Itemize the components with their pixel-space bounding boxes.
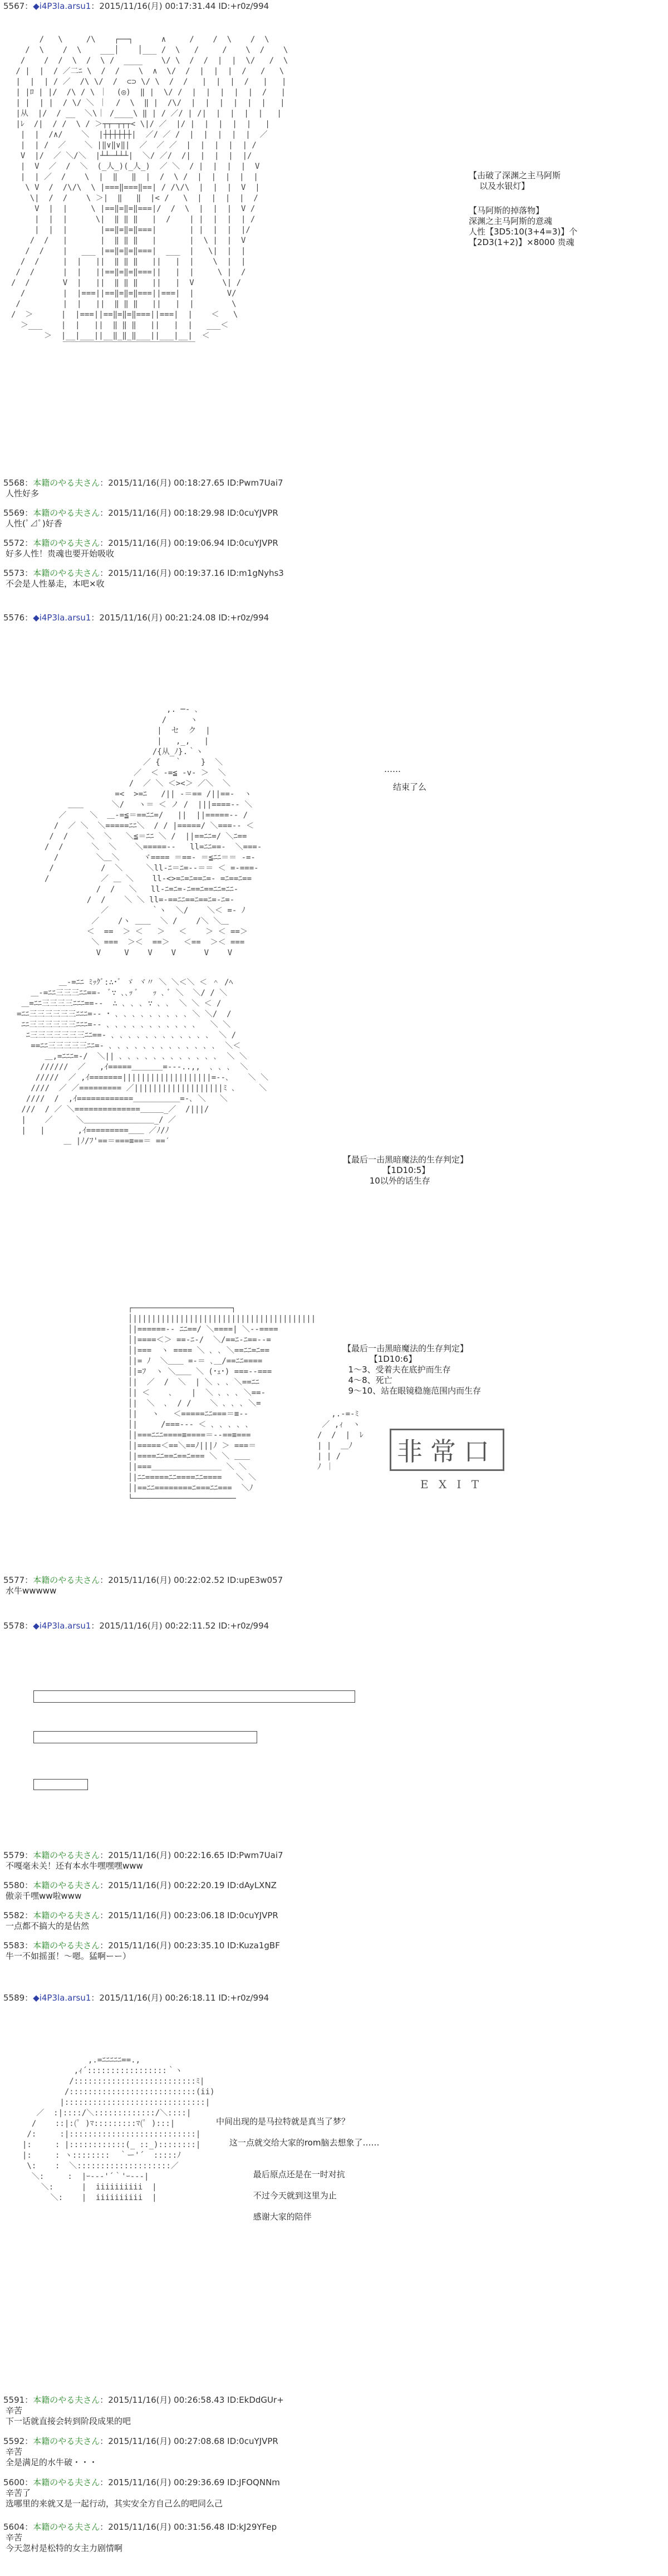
poster-id[interactable]: ID:+r0z/994: [218, 1621, 269, 1631]
ascii-art-boss-defeated: / \ /\ ┌──┐ ∧ / / \ / \ / \ / \ ___│ │___ / \ / / \ / \ / / / \ / \ / ____ \/ \ / / | | \/ / \ / | | / ／二ﾆ \ / / \ ∧ \/ / | | | / / \ | | | / ／ /\ \/ / ⊂⊃ \/ \ / / | | | / | | | |ﾛ | |/ /\ / \ ｜ (◎) ‖ | \/ / | | | | | / | | | | | / \/ ＼ ｜ / \ ‖ | /\/ | | | | | | | |从 |/ / __ ＼\｜ /____\ ‖ | / ／/ | /| | | | | | |ﾚ /| / / \ / ＞┬┬─┬┬┬< \|/ ／ |/ | | | | | | | | /∧/ ＼ |┼┼┼┼┼┼| ／/ ／ / | | | | | ／ | | / ／ ＼ |‖∨‖∨‖| ／ ／ ／ | | | | | / V |/ ／ ＼/＼ |┴┴─┴┴┴| ＼/ ／/ /| | | | |/ | V ／ / ＼ (_人_)(_人_) ／ ＼ / | | | | V | | ／ / \ | ‖ ‖ | / \ / | | | | | \ V / /\/\ \ |===‖===‖==| / /\/\ | | | V | \| / / \ ＞| ‖ ‖ |< / \ | | | | / V | | \ |==‖=‖=‖===|/ / \ | | | V / | | | \| ‖ ‖ ‖ | / | | | | | / | | | |==‖=‖=‖===| | | | | |/ / / | | ‖ ‖ ‖ | | \ | | V / / | ___ |==‖=‖=‖===| ___ | \| | | / / | | || ‖ ‖ ‖ || | | \ | | / / | | ||==‖=‖=‖===|| | | \ | / / / V | || ‖ ‖ ‖ || | V \| / / | |===||==‖=‖=‖===||===| | V/ / | | || ‖ ‖ ‖ || | | \ / ＞ | |===||==‖=‖=‖===||===| | ＜ \ ＞___ | | || ‖ ‖ ‖ || | | ___＜ ＞ |__|___||__‖_‖_‖___||___|__| ＜ ￣￣￣￣￣￣￣￣￣￣￣￣￣￣￣￣￣: [11, 35, 288, 351]
post-date: 2015/11/16(月) 00:17:31.44: [99, 1, 216, 11]
post-header: 5580：本籍のやる夫さん：2015/11/16(月) 00:22:20.19 ID:dAyLXNZ: [3, 1880, 277, 1890]
poster-id[interactable]: ID:kJ29YFep: [227, 2522, 277, 2532]
post-date: 2015/11/16(月) 00:18:29.98: [108, 508, 225, 518]
post-5582: [3, 1910, 660, 1932]
post-number[interactable]: 5580：: [3, 1880, 33, 1890]
post-number[interactable]: 5582：: [3, 1910, 33, 1920]
ascii-art-surviving-figure: ┌─────────────────────┐ │||||||||||||||||||||||||||||||||||||||| │|======-- ﾆﾆ==/ ＼====| ＼--==== │|====＜＞ ==-ﾆ-/ ＼/==ﾆ-ﾆ==--= │|=== ヽ ==== ＼ ､ ､ ＼==ﾆﾆ=ﾆ== │|= ﾉ ＼＿＿ =-＝ ､＿/==ﾆﾆ==== │|=ﾌ ヽ ＼＿＿ ＼ (･ｪ･) ===--=== │| ／ / ＼ | ＼ ､ ､ ＼==ﾆﾆ │| ＜ ､ | ＼ ､ ､ ､ ＼==- │| ＼ ､ / / ＼ ､ ､ ､ ＼= │| ヽ ＜=====ﾆﾆ===＝≡-- │| /===--- ＜ ､ ､ ､ ､ ､ │|===ﾆﾆﾆ====≡====＝--==≡=== │|=====＜==＼==ﾉ|||ﾉ ＞ ===＝ │|====ﾆﾆ==ﾆ==ﾆ=== ＼ ＼ ＿＿ │|===＿＿＿＿＿＿＿＿＿ ＼ ＼ │|ﾆﾆ=====ﾆﾆ====ﾆﾆ==== ＼ ＼ │|==ﾆﾆ========ﾆ===ﾆﾆ=== ＼ﾉ └──────────────────────: [128, 1304, 316, 1503]
post-number[interactable]: 5569：: [3, 508, 33, 518]
post-date: 2015/11/16(月) 00:22:16.65: [108, 1850, 225, 1860]
post-body: 不嘎毫未关！还有本水牛嘿嘿嘿www: [6, 1861, 143, 1871]
poster-id[interactable]: ID:0cuYJVPR: [227, 2436, 278, 2446]
post-header: 5569：本籍のやる夫さん：2015/11/16(月) 00:18:29.98 ID:0cuYJVPR: [3, 508, 278, 518]
post-number[interactable]: 5567：: [3, 1, 33, 11]
post-header: 5604：本籍のやる夫さん：2015/11/16(月) 00:31:56.48 ID:kJ29YFep: [3, 2522, 277, 2532]
poster-name[interactable]: 本籍のやる夫さん: [33, 1940, 100, 1951]
post-header: 5591：本籍のやる夫さん：2015/11/16(月) 00:26:58.43 ID:EkDdGUr+: [3, 2395, 284, 2405]
post-number[interactable]: 5576：: [3, 613, 33, 623]
post-5589: [3, 1993, 660, 2003]
post-5578: [3, 1621, 660, 1631]
post-date: 2015/11/16(月) 00:23:35.10: [108, 1940, 225, 1951]
poster-name[interactable]: 本籍のやる夫さん: [33, 2395, 100, 2405]
empty-box-2: [33, 1731, 257, 1743]
exit-kanji: 非常口: [390, 1429, 504, 1471]
poster-id[interactable]: ID:Pwm7Uai7: [227, 1850, 283, 1860]
poster-name[interactable]: ◆i4P3la.arsu1: [33, 1621, 91, 1631]
post-body: 傲亲千嘿ww啦www: [6, 1891, 82, 1901]
poster-id[interactable]: ID:+r0z/994: [218, 1993, 269, 2003]
note-judge-2: 【最后一击黑暗魔法的生存判定】 【1D10:6】 1～3、受着夫在底护而生存 4～8、死亡 9～10、站在眼镜稳施范围内而生存: [343, 1343, 482, 1396]
post-body: 牛一不如摇蛋！～嗯。猛啊ーー）: [6, 1951, 131, 1961]
post-5579: [3, 1850, 660, 1871]
post-5572: [3, 538, 660, 559]
poster-name[interactable]: ◆i4P3la.arsu1: [33, 613, 91, 623]
post-5583: [3, 1940, 660, 1962]
poster-id[interactable]: ID:Kuza1gBF: [227, 1940, 280, 1951]
poster-name[interactable]: 本籍のやる夫さん: [33, 1910, 100, 1920]
exit-label: E X I T: [420, 1478, 483, 1491]
note-ellipsis: ……: [384, 764, 401, 774]
post-number[interactable]: 5592：: [3, 2436, 33, 2446]
post-date: 2015/11/16(月) 00:22:02.52: [108, 1575, 225, 1585]
post-body: 辛苦 下一话就直接会转到阶段成果的吧: [6, 2406, 131, 2426]
post-5600: [3, 2477, 660, 2509]
poster-name[interactable]: ◆i4P3la.arsu1: [33, 1993, 91, 2003]
poster-id[interactable]: ID:m1gNyhs3: [227, 568, 284, 578]
post-header: 5600：本籍のやる夫さん：2015/11/16(月) 00:29:36.69 ID:JFOQNNm: [3, 2477, 280, 2487]
post-number[interactable]: 5600：: [3, 2477, 33, 2487]
ascii-art-arm: ,.-=‐ﾐ ／ ,ｨ ヽ / / | ﾚ | | ＿ﾉ | | / ﾉ ｜: [317, 1410, 364, 1472]
post-body: 辛苦 今天忽村是松特的女主力剧情啊: [6, 2533, 123, 2553]
post-header: 5592：本籍のやる夫さん：2015/11/16(月) 00:27:08.68 ID:0cuYJVPR: [3, 2436, 278, 2446]
post-body: 辛苦了 选哪里的来就又是一起行动，其实安全方自己么的吧同么己: [6, 2488, 223, 2509]
note-defeated: 【击破了深渊之主马阿斯 以及水银灯】: [469, 170, 561, 191]
post-number[interactable]: 5568：: [3, 478, 33, 488]
poster-name[interactable]: ◆i4P3la.arsu1: [33, 1, 91, 11]
ascii-art-knight: ,. ─- ､ / ヽ | セ ク | | ,_, | /{从_ﾉ}.｀ヽ ／ { ｀ } ＼ ／ ＜ -=≦ -v- ＞ ＼ / ／ ＼ ＜><＞ ／＼ ＼ =< >=ﾆ /|| -＝== /||==- ヽ ＿＿ ＼/ ヽ＝ ＜ ノ / |||====-- ＼ ／ ＼ ＿-=≦＝==ﾆﾆ=/ || ||=====-- / / ／ ＼ ＼=====ﾆﾆ＼ / / |=====/ ＼===-- ＜ / / ＼ ＼ ＼≦＝ﾆﾆ ＼ / ||==ﾆﾆ=/ ＼ﾆ== / / ＼ ＼ ＼=====-- ll=ﾆﾆ==- ＼===- / ＼＿＼ ヾ==== ＝==- ＝≦ﾆﾆ＝＝ -=- / / ＼ ＼ll-ﾆ＝ﾆ=--＝＝ ＜ =-===- / ／ ＿ ＼ ll-<>=ﾆ=ﾆ==ﾆ=- =ﾆ==ﾆ== / / ＼ ll-ﾆ=ﾆ=-ﾆ==ﾆ==ﾆﾆ=ﾆﾆ- / / ＼ ＼ ll=-==ﾆﾆ==ﾆ==ﾆ=-ﾆ=- ／ ｀ヽ ＼/ ＼＜ =- ﾉ ／ /ヽ ＿＿ ＼ / /＼ ＼＿ ＜ == ＞ ＜ ＞ ＜ ＞ ＜ ==＞ ＼ === ＞＜ ==＞ ＜== ＞＜ === V V V V V V: [45, 705, 262, 957]
note-is-it-over: 结束了么: [393, 782, 427, 792]
post-5604: [3, 2522, 660, 2554]
closing-lines: 中间出现的是马拉特就是真当了梦？ 这一点就交给大家的rom脑去想象了…… 最后原点还是在一时对抗 不过今天就到这里为止 感谢大家的陪伴: [216, 2116, 380, 2222]
post-date: 2015/11/16(月) 00:26:18.11: [99, 1993, 216, 2003]
post-5569: [3, 508, 660, 529]
poster-id[interactable]: ID:dAyLXNZ: [227, 1880, 277, 1890]
post-body: 一点都不搞大的是估然: [6, 1921, 90, 1931]
post-date: 2015/11/16(月) 00:27:08.68: [108, 2436, 225, 2446]
poster-name[interactable]: 本籍のやる夫さん: [33, 2522, 100, 2532]
post-5580: [3, 1880, 660, 1902]
post-date: 2015/11/16(月) 00:18:27.65: [108, 478, 225, 488]
post-header: 5567：◆i4P3la.arsu1：2015/11/16(月) 00:17:31.44 ID:+r0z/994: [3, 1, 269, 11]
note-judge-1: 【最后一击黑暗魔法的生存判定】 【1D10:5】 10以外的话生存: [343, 1155, 469, 1186]
poster-name[interactable]: 本籍のやる夫さん: [33, 1880, 100, 1890]
post-header: 5583：本籍のやる夫さん：2015/11/16(月) 00:23:35.10 ID:Kuza1gBF: [3, 1940, 280, 1951]
poster-name[interactable]: 本籍のやる夫さん: [33, 2477, 100, 2487]
poster-name[interactable]: 本籍のやる夫さん: [33, 538, 100, 548]
post-date: 2015/11/16(月) 00:22:11.52: [99, 1621, 216, 1631]
post-body: 不会是人性暴走，本吧×收: [6, 579, 105, 589]
ascii-art-dark-magic: ＿-=ﾆﾆ ﾐｯｸﾞ:∴･ﾞ ゞ ヾ〃 ＼ ＼＜＼ ＜ ＾ /ﾍ ＿-=ﾆﾆ三三三ﾆﾆ==- ﾞ∵ ､､ｯ ﾞ ｯ ､ ﾞ ＼ ＼/ / ＼ ＿=ﾆﾆ三三三三ﾆﾆﾆ==-- ∴ ､ ､ ､ ∵ ､ ､ ＼ ＼ ＜ / =ﾆﾆ三三三三三三ﾆﾆﾆ=-- ･ ､ ､ ､ ､ ､ ､ ､ ､ ､ ＼ ＼/ / ﾆﾆ三三三三三三ﾆﾆﾆ=-- ､ ､ ､ ､ ､ ､ ､ ､ ､ ､ ､ ＼ ＼ ﾆ三三三三三三三ﾆﾆ==- ､ ､ ､ ､ ､ ､ ､ ､ ､ ､ ､ ､ ＼ / ==ﾆﾆ三三三三三ﾆﾆ=- ､ ､ ､ ､ ､ ､ ､ ､ ､ ､ ､ ､ ､ ＼＜ ＿,=ﾆﾆﾆ=-/ ＼|| ､ ､ ､ ､ ､ ､ ､ ､ ､ ､ ､ ､ ＼ ＼ ////// ／ ,ｲ=====＿＿＿＿=---..,, ､ ､ ､ ＼ ///// ／ ,ｲ=======|||||||||||||||||||=--､ ＼ ＼ //// ／ ／========= ／|||||||||||||||||||ﾐ ､ ＼ //// / ,ｲ============＿＿＿＿＿＿=-､ ＼ ＼ /// / ／ ＼==============＿＿＿_／ /|||/ | ／ ＼＿＿＿＿＿＿＿＿＿_/ ／ | | ,ｲ=========＿＿ ／ﾉ/ﾉ ＿ |ﾉ/ﾌ'==＝===≡==＝ ==′: [17, 978, 269, 1146]
post-5568: [3, 478, 660, 499]
poster-name[interactable]: 本籍のやる夫さん: [33, 1850, 100, 1860]
poster-id[interactable]: ID:0cuYJVPR: [227, 508, 278, 518]
post-date: 2015/11/16(月) 00:19:37.16: [108, 568, 225, 578]
post-header: 5579：本籍のやる夫さん：2015/11/16(月) 00:22:16.65 ID:Pwm7Uai7: [3, 1850, 283, 1860]
post-header: 5576：◆i4P3la.arsu1：2015/11/16(月) 00:21:24.08 ID:+r0z/994: [3, 613, 269, 623]
post-5573: [3, 568, 660, 589]
note-drops: 【马阿斯的掉落物】 深渊之主马阿斯的意魂 人性【3D5:10(3+4=3)】个 【2D3(1+2)】×8000 贵魂: [469, 206, 578, 247]
ascii-art-yaruo-closing: ,.=ﾆﾆﾆﾆﾆ==., ,ｨ´:::::::::::::::::｀ヽ /::::::::::::::::::::::::::ﾐ| /:::::::::::::::::::::::::::(ii) |::::::::::::::::::::::::::::::| ／ :|::::/＼:::::::::::::/＼::::| / ::|:(ﾟ )ﾏ:::::::::ﾏ(ﾟ ):::| /: :|:::::::::::::::::::::::::::| |: : |::::::::::::(_ ::_)::::::::| |: : ヽ:::::::: ｀ー'´ :::::ﾉ \: : ＼::::::::::::::::::::／ ＼: : |ｰ--‐'´｀'ｰ--‐| ＼: | iiiiiiiiii | ＼: | iiiiiiiiii |: [22, 2056, 215, 2202]
empty-box-1: [33, 1690, 355, 1703]
post-number[interactable]: 5578：: [3, 1621, 33, 1631]
post-5592: [3, 2436, 660, 2468]
post-number[interactable]: 5579：: [3, 1850, 33, 1860]
post-date: 2015/11/16(月) 00:22:20.19: [108, 1880, 225, 1890]
post-date: 2015/11/16(月) 00:19:06.94: [108, 538, 225, 548]
post-header: 5582：本籍のやる夫さん：2015/11/16(月) 00:23:06.18 ID:0cuYJVPR: [3, 1910, 278, 1920]
post-header: 5589：◆i4P3la.arsu1：2015/11/16(月) 00:26:18.11 ID:+r0z/994: [3, 1993, 269, 2003]
post-header: 5577：本籍のやる夫さん：2015/11/16(月) 00:22:02.52 ID:upE3w057: [3, 1575, 283, 1585]
poster-id[interactable]: ID:+r0z/994: [218, 613, 269, 623]
poster-id[interactable]: ID:0cuYJVPR: [227, 538, 278, 548]
post-header: 5573：本籍のやる夫さん：2015/11/16(月) 00:19:37.16 ID:m1gNyhs3: [3, 568, 284, 578]
post-header: 5578：◆i4P3la.arsu1：2015/11/16(月) 00:22:11.52 ID:+r0z/994: [3, 1621, 269, 1631]
post-number[interactable]: 5572：: [3, 538, 33, 548]
post-date: 2015/11/16(月) 00:23:06.18: [108, 1910, 225, 1920]
poster-name[interactable]: 本籍のやる夫さん: [33, 2436, 100, 2446]
post-number[interactable]: 5583：: [3, 1940, 33, 1951]
exit-sign: [390, 1429, 534, 1491]
poster-id[interactable]: ID:JFOQNNm: [227, 2477, 280, 2487]
post-body: 人性(ﾟ⊿ﾟ)好香: [6, 519, 62, 529]
post-number[interactable]: 5604：: [3, 2522, 33, 2532]
post-number[interactable]: 5573：: [3, 568, 33, 578]
post-5567: [3, 1, 660, 12]
post-date: 2015/11/16(月) 00:31:56.48: [108, 2522, 225, 2532]
post-5576: [3, 613, 660, 623]
poster-name[interactable]: 本籍のやる夫さん: [33, 508, 100, 518]
poster-name[interactable]: 本籍のやる夫さん: [33, 1575, 100, 1585]
post-date: 2015/11/16(月) 00:26:58.43: [108, 2395, 225, 2405]
poster-name[interactable]: 本籍のやる夫さん: [33, 478, 100, 488]
post-5591: [3, 2395, 660, 2427]
poster-id[interactable]: ID:0cuYJVPR: [227, 1910, 278, 1920]
poster-id[interactable]: ID:Pwm7Uai7: [227, 478, 283, 488]
poster-id[interactable]: ID:EkDdGUr+: [227, 2395, 284, 2405]
poster-id[interactable]: ID:upE3w057: [227, 1575, 283, 1585]
post-body: 辛苦 全是满足的水牛破・・・: [6, 2447, 98, 2467]
post-body: 水牛wwwww: [6, 1586, 57, 1596]
post-header: 5572：本籍のやる夫さん：2015/11/16(月) 00:19:06.94 ID:0cuYJVPR: [3, 538, 278, 548]
poster-id[interactable]: ID:+r0z/994: [218, 1, 269, 11]
poster-name[interactable]: 本籍のやる夫さん: [33, 568, 100, 578]
post-number[interactable]: 5577：: [3, 1575, 33, 1585]
post-date: 2015/11/16(月) 00:21:24.08: [99, 613, 216, 623]
post-number[interactable]: 5589：: [3, 1993, 33, 2003]
empty-box-3: [33, 1779, 88, 1790]
post-5577: [3, 1575, 660, 1596]
post-number[interactable]: 5591：: [3, 2395, 33, 2405]
post-date: 2015/11/16(月) 00:29:36.69: [108, 2477, 225, 2487]
post-body: 好多人性！贵魂也要开始吸收: [6, 549, 115, 559]
post-header: 5568：本籍のやる夫さん：2015/11/16(月) 00:18:27.65 ID:Pwm7Uai7: [3, 478, 283, 488]
post-body: 人性好多: [6, 488, 40, 498]
